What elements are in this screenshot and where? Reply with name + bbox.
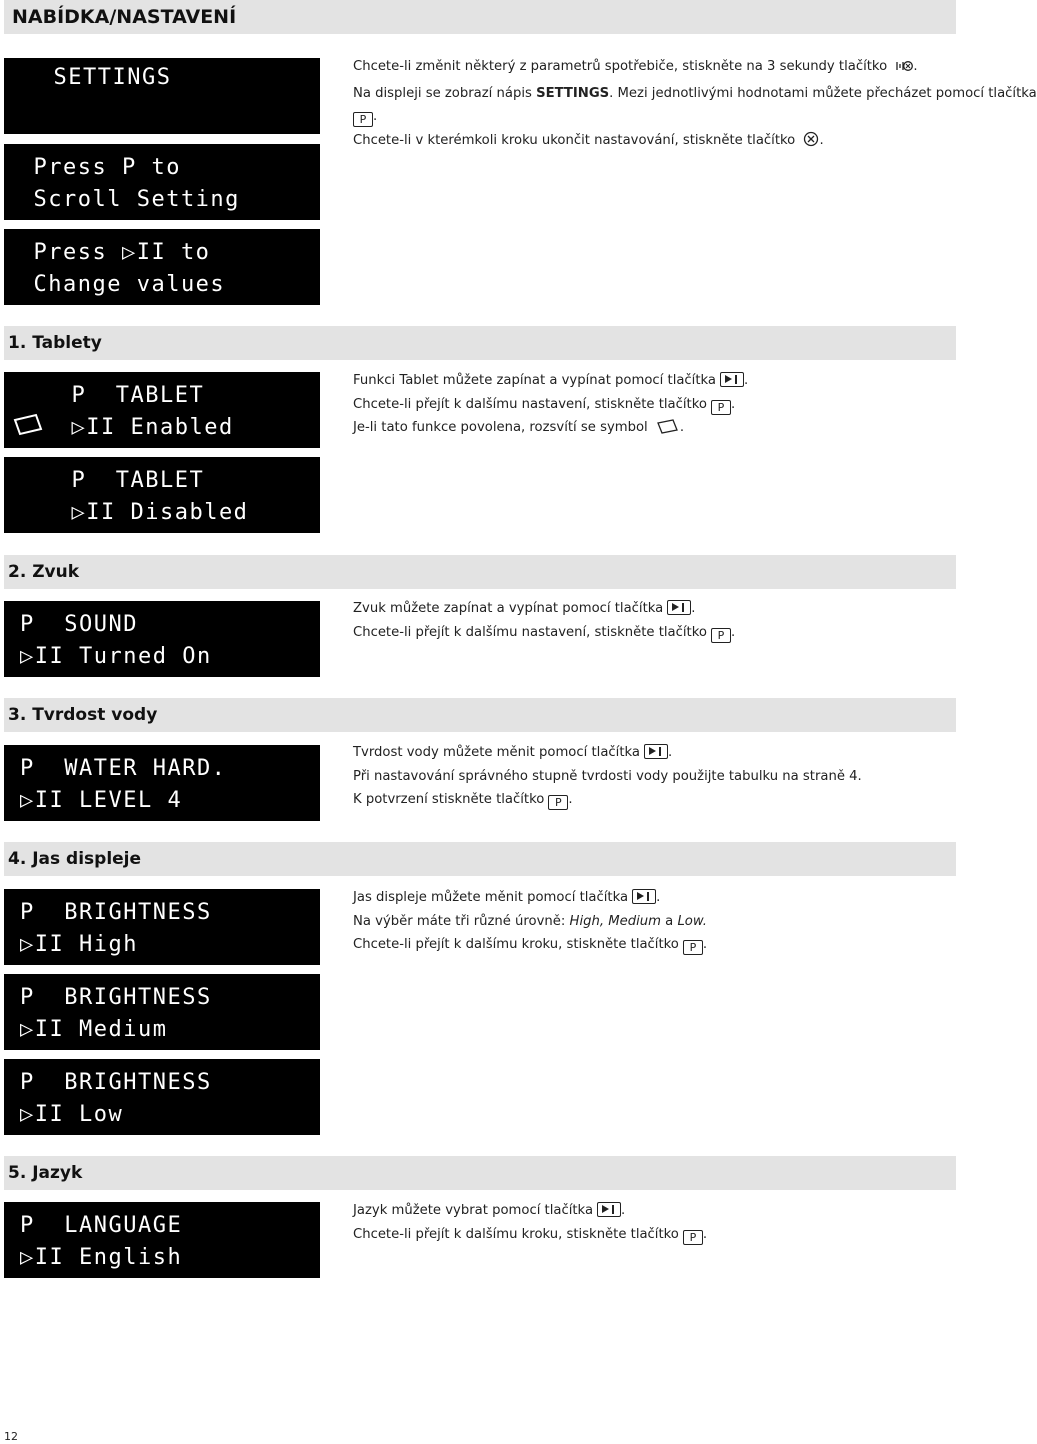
tablet-icon — [12, 412, 44, 446]
intro-line: Na displeji se zobrazí nápis — [353, 85, 532, 101]
intro-line: Chcete-li v kterémkoli kroku ukončit nastavování, stiskněte tlačítko — [353, 132, 796, 148]
text-line: K potvrzení stiskněte tlačítko — [353, 792, 545, 807]
text-line: Chcete-li přejít k dalšímu nastavení, stiskněte tlačítko — [353, 396, 707, 412]
lcd-line: Scroll Setting — [4, 187, 240, 212]
text-line: Při nastavování správného stupně tvrdosti vody použijte tabulku na straně 4. — [353, 768, 862, 784]
p-key-icon: P — [711, 628, 731, 643]
period: . — [667, 745, 673, 760]
intro-line: . Mezi jednotlivými hodnotami můžete přecházet pomocí tlačítka — [609, 85, 1037, 101]
lcd-line: ▷II Turned On — [20, 644, 212, 669]
sound-text — [353, 597, 913, 644]
lcd-line: ▷II LEVEL 4 — [20, 788, 183, 813]
lcd-line: Change values — [4, 272, 226, 297]
cancel-x-icon — [803, 131, 819, 156]
period: . — [691, 601, 696, 616]
language-text — [353, 1199, 913, 1246]
play-pause-icon — [597, 1202, 621, 1217]
play-pause-icon — [667, 600, 691, 615]
lcd-press-play — [4, 229, 320, 305]
section-heading-water: 3. Tvrdost vody — [4, 698, 956, 732]
lcd-tablet-enabled — [4, 372, 320, 448]
p-key-icon: P — [548, 795, 568, 810]
play-pause-icon — [644, 744, 668, 759]
lcd-brightness-medium — [4, 974, 320, 1050]
period: . — [730, 396, 736, 412]
text-line: Je-li tato funkce povolena, rozsvítí se symbol — [353, 420, 648, 435]
text-line: Chcete-li přejít k dalšímu kroku, stiskněte tlačítko — [353, 937, 679, 952]
lcd-settings — [4, 58, 320, 134]
text-line: Chcete-li přejít k dalšímu kroku, stiskněte tlačítko — [353, 1226, 679, 1242]
lcd-line: P BRIGHTNESS — [20, 985, 212, 1010]
lcd-line: P BRIGHTNESS — [20, 900, 212, 925]
tablet-symbol-icon — [656, 418, 680, 443]
text-line: Jazyk můžete vybrat pomocí tlačítka — [353, 1203, 594, 1218]
period: . — [621, 1203, 626, 1218]
page-title: NABÍDKA/NASTAVENÍ — [4, 0, 956, 34]
period: . — [730, 624, 736, 640]
lcd-tablet-disabled — [4, 457, 320, 533]
period: . — [744, 373, 749, 388]
intro-text — [353, 55, 1037, 155]
section-heading-language: 5. Jazyk — [4, 1156, 956, 1190]
lcd-line: P LANGUAGE — [20, 1213, 183, 1238]
text-line: Chcete-li přejít k dalšímu nastavení, stiskněte tlačítko — [353, 624, 707, 640]
tablets-text — [353, 369, 913, 443]
water-text — [353, 741, 913, 812]
lcd-line: P SOUND — [20, 612, 138, 637]
lcd-line: ▷II Medium — [20, 1017, 168, 1042]
lcd-line: SETTINGS — [24, 65, 172, 90]
text-line: Na výběr máte tři různé úrovně: — [353, 913, 566, 929]
text-line: a — [660, 913, 678, 929]
lcd-line: ▷II High — [20, 932, 138, 957]
page-number: 12 — [4, 1430, 18, 1443]
lcd-brightness-low — [4, 1059, 320, 1135]
settings-button-icon — [895, 58, 913, 82]
section-heading-tablets: 1. Tablety — [4, 326, 956, 360]
period: . — [679, 420, 685, 435]
period: . — [373, 109, 378, 124]
p-key-icon: P — [353, 112, 373, 127]
period: . — [568, 792, 573, 807]
lcd-line: Press ▷II to — [4, 240, 211, 265]
p-key-icon: P — [683, 1230, 703, 1245]
lcd-line: P WATER HARD. — [20, 756, 227, 781]
brightness-text — [353, 886, 913, 957]
lcd-water — [4, 745, 320, 821]
lcd-sound — [4, 601, 320, 677]
levels-italic: Low. — [677, 913, 708, 929]
period: . — [702, 1226, 708, 1242]
period: . — [702, 937, 708, 952]
lcd-line: P TABLET — [42, 468, 205, 493]
lcd-line: ▷II English — [20, 1245, 183, 1270]
lcd-line: Press P to — [4, 155, 181, 180]
p-key-icon: P — [683, 940, 703, 955]
lcd-language — [4, 1202, 320, 1278]
section-heading-brightness: 4. Jas displeje — [4, 842, 956, 876]
text-line: Funkci Tablet můžete zapínat a vypínat pomocí tlačítka — [353, 373, 717, 388]
lcd-line: ▷II Low — [20, 1102, 124, 1127]
text-line: Zvuk můžete zapínat a vypínat pomocí tlačítka — [353, 601, 664, 616]
text-line: Tvrdost vody můžete měnit pomocí tlačítka — [353, 745, 640, 760]
play-pause-icon — [632, 889, 656, 904]
lcd-line: P BRIGHTNESS — [20, 1070, 212, 1095]
period: . — [819, 132, 824, 148]
lcd-line: P TABLET — [42, 383, 205, 408]
period: . — [656, 890, 661, 905]
section-heading-sound: 2. Zvuk — [4, 555, 956, 589]
p-key-icon: P — [711, 400, 731, 415]
lcd-brightness-high — [4, 889, 320, 965]
intro-line: Chcete-li změnit některý z parametrů spotřebiče, stiskněte na 3 sekundy tlačítko — [353, 59, 888, 74]
lcd-line: ▷II Disabled — [42, 500, 249, 525]
period: . — [913, 59, 918, 74]
text-line: Jas displeje můžete měnit pomocí tlačítka — [353, 890, 629, 905]
play-pause-icon — [720, 372, 744, 387]
settings-word: SETTINGS — [536, 85, 610, 101]
lcd-press-p — [4, 144, 320, 220]
levels-italic: High, Medium — [569, 913, 661, 929]
lcd-line: ▷II Enabled — [42, 415, 234, 440]
